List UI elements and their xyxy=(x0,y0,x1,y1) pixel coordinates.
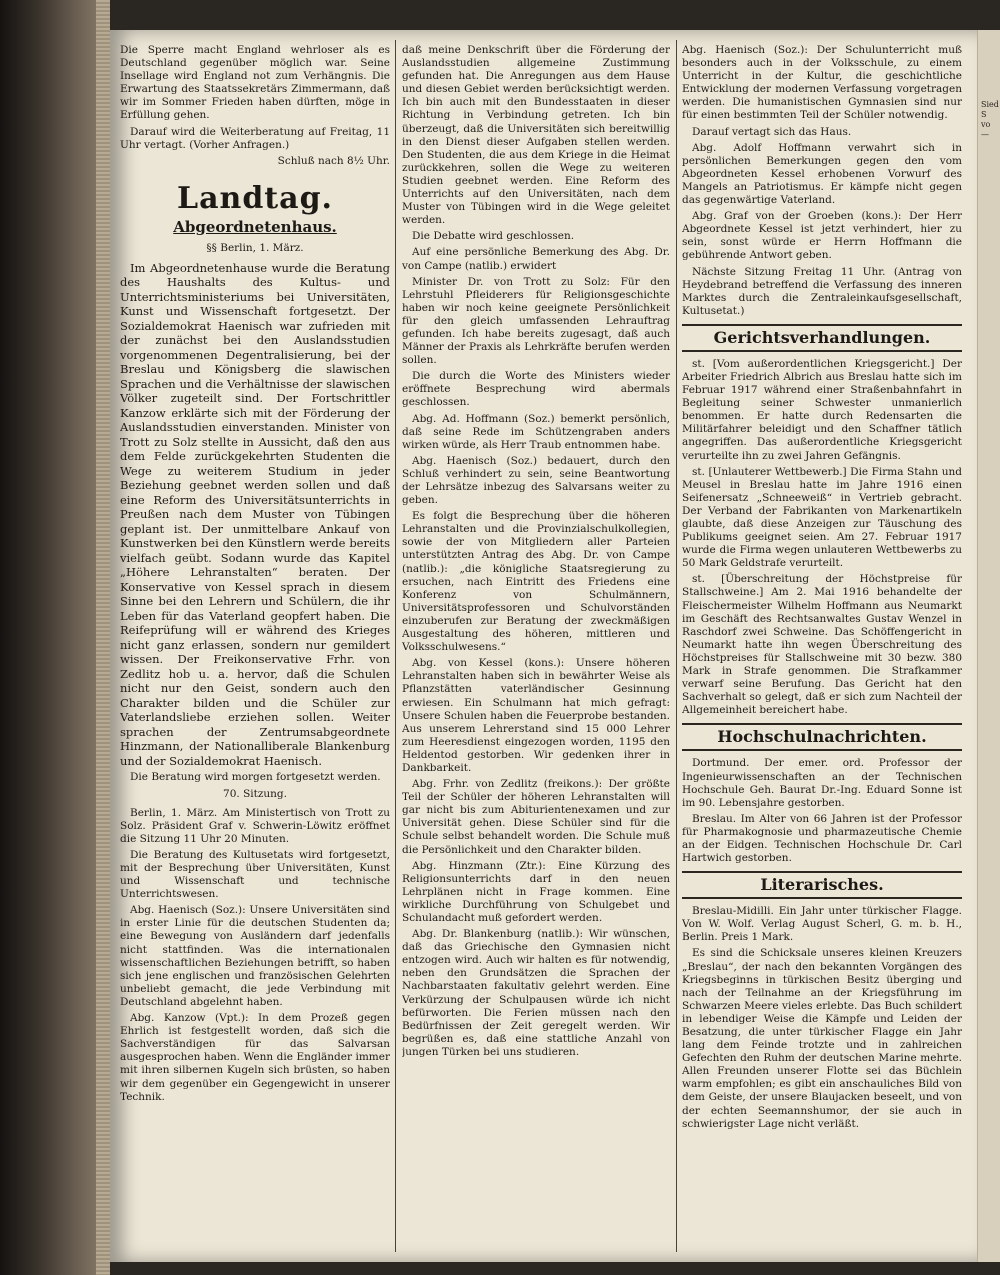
debate-paragraph: Abg. von Kessel (kons.): Unsere höheren Lehranstalten haben sich in bewährter Weise als Pflanzstätten vaterländischer Gesinnung erwiesen. Ein Schulmann hat mich gefragt: Unsere Schulen haben die Feuerprobe bestanden. Aus unserem Lehrerstand sind 15 000 Lehrer zum Heeresdienst eingezogen worden, 1195 den Heldentod gestorben. Wir gedenken ihrer in Dankbarkeit. xyxy=(402,657,670,774)
column-middle xyxy=(402,44,670,1252)
column-rule xyxy=(395,40,396,1252)
debate-paragraph: Abg. Adolf Hoffmann verwahrt sich in persönlichen Bemerkungen gegen den vom Abgeordneten Kessel erhobenen Vorwurf des Mangels an Patriotismus. Er kämpfe nicht gegen das gegenwärtige Vaterland. xyxy=(682,141,962,207)
session-number: 70. Sitzung. xyxy=(223,787,287,800)
next-session: Nächste Sitzung Freitag 11 Uhr. (Antrag von Heydebrand betreffend die Verfassung des inneren Marktes durch die Zentraleinkaufsgesellschaft, Kultusetat.) xyxy=(682,265,962,317)
court-report: st. [Unlauterer Wettbewerb.] Die Firma Stahn und Meusel in Breslau hatte im Jahre 1916 einen Seifenersatz „Schneeweiß“ in Vertrieb gebracht. Der Verband der Fabrikanten von Markenartikeln glaubte, daß diese Anzeigen zur Täuschung des Publikums geeignet seien. Am 27. Februar 1917 wurde die Firma wegen unlauteren Wettbewerbs zu 50 Mark Geldstrafe verurteilt. xyxy=(682,465,962,570)
book-binding xyxy=(0,0,110,1275)
reichstag-text: Die Sperre macht England wehrloser als es Deutschland gegenüber möglich war. Seine Insellage wird England not zum Verhängnis. Die Erwartung des Staatssekretärs Zimmermann, daß wir im Sommer Frieden haben dürften, möge in Erfüllung gehen. xyxy=(120,44,390,122)
reichstag-adjourn: Darauf wird die Weiterberatung auf Freitag, 11 Uhr vertagt. (Vorher Anfragen.) xyxy=(120,125,390,151)
debate-paragraph: Abg. Ad. Hoffmann (Soz.) bemerkt persönlich, daß seine Rede im Schützengraben anders wirken würde, als Herr Traub entnommen habe. xyxy=(402,412,670,451)
court-heading: Gerichtsverhandlungen. xyxy=(682,324,962,352)
debate-paragraph: Es folgt die Besprechung über die höheren Lehranstalten und die Provinzialschulkollegien, sowie der von Mitgliedern aller Parteien unterstützten Antrag des Abg. Dr. von Campe (natlib.): „die königliche Staatsregierung zu ersuchen, nach Eintritt des Friedens eine Konferenz von Schulmännern, Universitätsprofessoren und Schulvorständen einzuberufen zur Beratung der zweckmäßigen Ausgestaltung des höheren, mittleren und Volksschulwesens.“ xyxy=(402,510,670,654)
debate-paragraph: Abg. Frhr. von Zedlitz (freikons.): Der größte Teil der Schüler der höheren Lehranstalten will gar nicht bis zum Abiturientenexamen und zur Universität gehen. Diese Schüler sind für die Schule selbst behandelt worden. Die Schule muß die Persönlichkeit und den Charakter bilden. xyxy=(402,778,670,856)
column-left xyxy=(120,44,390,1252)
dateline: §§ Berlin, 1. März. xyxy=(206,241,304,254)
debate-paragraph: Abg. Dr. Blankenburg (natlib.): Wir wünschen, daß das Griechische den Gymnasien nicht entzogen wird. Auch wir halten es für notwendig, neben den Grundsätzen die Sprachen der Nachbarstaaten fakultativ gelehrt werden. Eine Verkürzung der Schulpausen würde ich nicht befürworten. Die Ferien müssen nach den Bedürfnissen der Zeit geregelt werden. Wir begrüßen es, daß eine stattliche Anzahl von jungen Türken bei uns studieren. xyxy=(402,928,670,1058)
book-review: Es sind die Schicksale unseres kleinen Kreuzers „Breslau“, der nach den bekannten Vorgängen des Kriegsbeginns in türkischen Besitz überging und nach der Teilnahme an der Kriegsführung im Schwarzen Meere vieles erlebte. Das Buch schildert in lebendiger Weise die Kämpfe und Leiden der Besatzung, die unter türkischer Flagge ein Jahr lang dem Feinde trotzte und in zahlreichen Gefechten den Ruhm der deutschen Marine mehrte. Allen Freunden unserer Flotte sei das Büchlein warm empfohlen; es gibt ein anschauliches Bild von dem Geiste, der unsere Blaujacken beseelt, und von der echten Seemannshumor, der sie auch in schwierigster Lage nicht verläßt. xyxy=(682,947,962,1130)
debate-paragraph: Abg. Graf von der Groeben (kons.): Der Herr Abgeordnete Kessel ist jetzt verhindert, hier zu sein, sonst würde er Herrn Hoffmann die gebührende Antwort geben. xyxy=(682,210,962,262)
facing-page-edge xyxy=(977,30,1000,1262)
facing-page-snippet: Sied S vo — xyxy=(981,100,999,139)
minister-speech: daß meine Denkschrift über die Förderung der Auslandsstudien allgemeine Zustimmung gefunden hat. Die Anregungen aus dem Hause und diesen Gebiet werden berücksichtigt werden. Ich bin auch mit den Bundesstaaten in dieser Richtung in Verbindung getreten. Ich bin überzeugt, daß die Universitäten sich bereitwillig in den Dienst dieser Aufgaben stellen werden. Den Studenten, die aus dem Kriege in die Heimat zurückkehren, sollen die Wege zu weiteren Studien geebnet werden. Eine Reform des Unterrichts auf den Universitäten, nach dem Muster von Tübingen wird in die Wege geleitet werden. xyxy=(402,44,670,227)
debate-paragraph: Abg. Haenisch (Soz.): Der Schulunterricht muß besonders auch in der Volksschule, zu einem Unterricht in der Kultur, die geschichtliche Entwicklung der modernen Verfassung vorgetragen werden. Die humanistischen Gymnasien sind nur für einen bestimmten Teil der Schüler notwendig. xyxy=(682,44,962,122)
university-news-item: Breslau. Im Alter von 66 Jahren ist der Professor für Pharmakognosie und pharmazeutische Chemie an der Eidgen. Technischen Hochschule Dr. Carl Hartwich gestorben. xyxy=(682,812,962,865)
reichstag-close: Schluß nach 8½ Uhr. xyxy=(277,154,390,167)
session-opening: Berlin, 1. März. Am Ministertisch von Trott zu Solz. Präsident Graf v. Schwerin-Löwitz eröffnet die Sitzung 11 Uhr 20 Minuten. xyxy=(120,806,390,845)
debate-paragraph: Die Beratung des Kultusetats wird fortgesetzt, mit der Besprechung über Universitäten, Kunst und Wissenschaft und technische Unterrichtswesen. xyxy=(120,848,390,901)
debate-paragraph: Minister Dr. von Trott zu Solz: Für den Lehrstuhl Pfleiderers für Religionsgeschichte haben wir noch keine geeignete Persönlichkeit für den gleich umfassenden Lehrauftrag gefunden. Ich habe bereits zugesagt, daß auch Männer der Praxis als Lehrkräfte berufen werden sollen. xyxy=(402,275,670,367)
debate-paragraph: Darauf vertagt sich das Haus. xyxy=(692,125,852,138)
university-news-heading: Hochschulnachrichten. xyxy=(682,723,962,751)
debate-paragraph: Abg. Kanzow (Vpt.): In dem Prozeß gegen Ehrlich ist festgestellt worden, daß sich die Sachverständigen für das Salvarsan ausgesprochen haben. Wenn die Engländer immer mit ihren silbernen Kugeln sich brüsten, so haben wir dem gegenüber ein Gegengewicht in unserer Technik. xyxy=(120,1012,390,1103)
column-rule xyxy=(676,40,677,1252)
court-report: st. [Überschreitung der Höchstpreise für Stallschweine.] Am 2. Mai 1916 behandelte der Fleischermeister Wilhelm Hoffmann aus Neumarkt im Geschäft des Rechtsanwaltes Gustav Wenzel in Raschdorf zwei Schweine. Das Schöffengericht in Neumarkt hatte ihn wegen Überschreitung des Höchstpreises für Stallschweine mit 30 bezw. 380 Mark in Strafe genommen. Die Strafkammer verwarf seine Berufung. Das Gericht hat den Sachverhalt so gelegt, daß er sich zum Nachteil der Allgemeinheit bereichert habe. xyxy=(682,573,962,717)
book-citation: Breslau-Midilli. Ein Jahr unter türkischer Flagge. Von W. Wolf. Verlag August Scherl, G. m. b. H., Berlin. Preis 1 Mark. xyxy=(682,905,962,944)
literature-heading: Literarisches. xyxy=(682,871,962,899)
debate-paragraph: Die Debatte wird geschlossen. xyxy=(412,230,575,243)
university-news-item: Dortmund. Der emer. ord. Professor der Ingenieurwissenschaften an der Technischen Hochschule Geh. Baurat Dr.-Ing. Eduard Sonne ist im 90. Lebensjahre gestorben. xyxy=(682,757,962,809)
court-report: st. [Vom außerordentlichen Kriegsgericht.] Der Arbeiter Friedrich Albrich aus Breslau hatte sich im Februar 1917 während einer Straßenbahnfahrt in Begleitung seiner Schwester unmanierlich benommen. Er hatte durch Redensarten die Militärfahrer beleidigt und den Schaffner tätlich angegriffen. Das außerordentliche Kriegsgericht verurteilte ihn zu zwei Jahren Gefängnis. xyxy=(682,357,962,462)
abgeordnetenhaus-heading: Abgeordnetenhaus. xyxy=(173,217,337,236)
summary-lead: Im Abgeordnetenhause wurde die Beratung des Haushalts des Kultus- und Unterrichtsministeriums bei Universitäten, Kunst und Wissenschaft fortgesetzt. Der Sozialdemokrat Haenisch war zufrieden mit der zunächst bei den Auslandsstudien vorgenommenen Degentralisierung, bei der Breslau und Königsberg die slawischen Sprachen und die Verhältnisse der slawischen Völker zugeteilt sind. Der Fortschrittler Kanzow erklärte sich mit der Förderung der Auslandsstudien einverstanden. Minister von Trott zu Solz stellte in Aussicht, daß den aus dem Felde zurückgekehrten Studenten die Wege zu weiterem Studium in jeder Beziehung geebnet werden sollen und daß eine Reform des Universitätsunterrichts in Preußen nach dem Muster von Tübingen geplant ist. Der unmittelbare Ankauf von Kunstwerken bei den Künstlern werde bereits vielfach geübt. Sodann wurde das Kapitel „Höhere Lehranstalten“ beraten. Der Konservative von Kessel sprach in diesem Sinne bei den Lehrern und Schülern, die ihr Leben für das Vaterland geopfert haben. Die Reifeprüfung will er während des Krieges nicht ganz erlassen, sondern nur gemildert wissen. Der Freikonservative Frhr. von Zedlitz hob u. a. hervor, daß die Schulen nicht nur den Geist, sondern auch den Charakter bilden und die Schüler zur Vaterlandsliebe erziehen sollen. Weiter sprachen der Zentrumsabgeordnete Hinzmann, der Nationalliberale Blankenburg und der Sozialdemokrat Haenisch. xyxy=(120,260,390,768)
debate-paragraph: Die durch die Worte des Ministers wieder eröffnete Besprechung wird abermals geschlossen. xyxy=(402,370,670,409)
debate-paragraph: Abg. Hinzmann (Ztr.): Eine Kürzung des Religionsunterrichts darf in den neuen Lehrplänen nicht in Frage kommen. Eine wirkliche Durchführung von Schulgebet und Schulandacht muß gefordert werden. xyxy=(402,859,670,924)
debate-paragraph: Abg. Haenisch (Soz.) bedauert, durch den Schluß verhindert zu sein, seine Beantwortung der Lehrsätze inbezug des Salvarsans weiter zu geben. xyxy=(402,454,670,507)
debate-paragraph: Auf eine persönliche Bemerkung des Abg. Dr. von Campe (natlib.) erwidert xyxy=(402,246,670,272)
landtag-heading: Landtag. xyxy=(176,180,334,216)
column-right xyxy=(682,44,962,1252)
newspaper-page xyxy=(110,30,978,1262)
summary-end: Die Beratung wird morgen fortgesetzt werden. xyxy=(130,771,381,784)
debate-paragraph: Abg. Haenisch (Soz.): Unsere Universitäten sind in erster Linie für die deutschen Studenten da; eine Bewegung von Ausländern darf jedenfalls nicht stattfinden. Was die internationalen wissenschaftlichen Beziehungen betrifft, so haben sich jene englischen und französischen Gelehrten unbeliebt gemacht, die jede Verbindung mit Deutschland abgelehnt haben. xyxy=(120,904,390,1008)
